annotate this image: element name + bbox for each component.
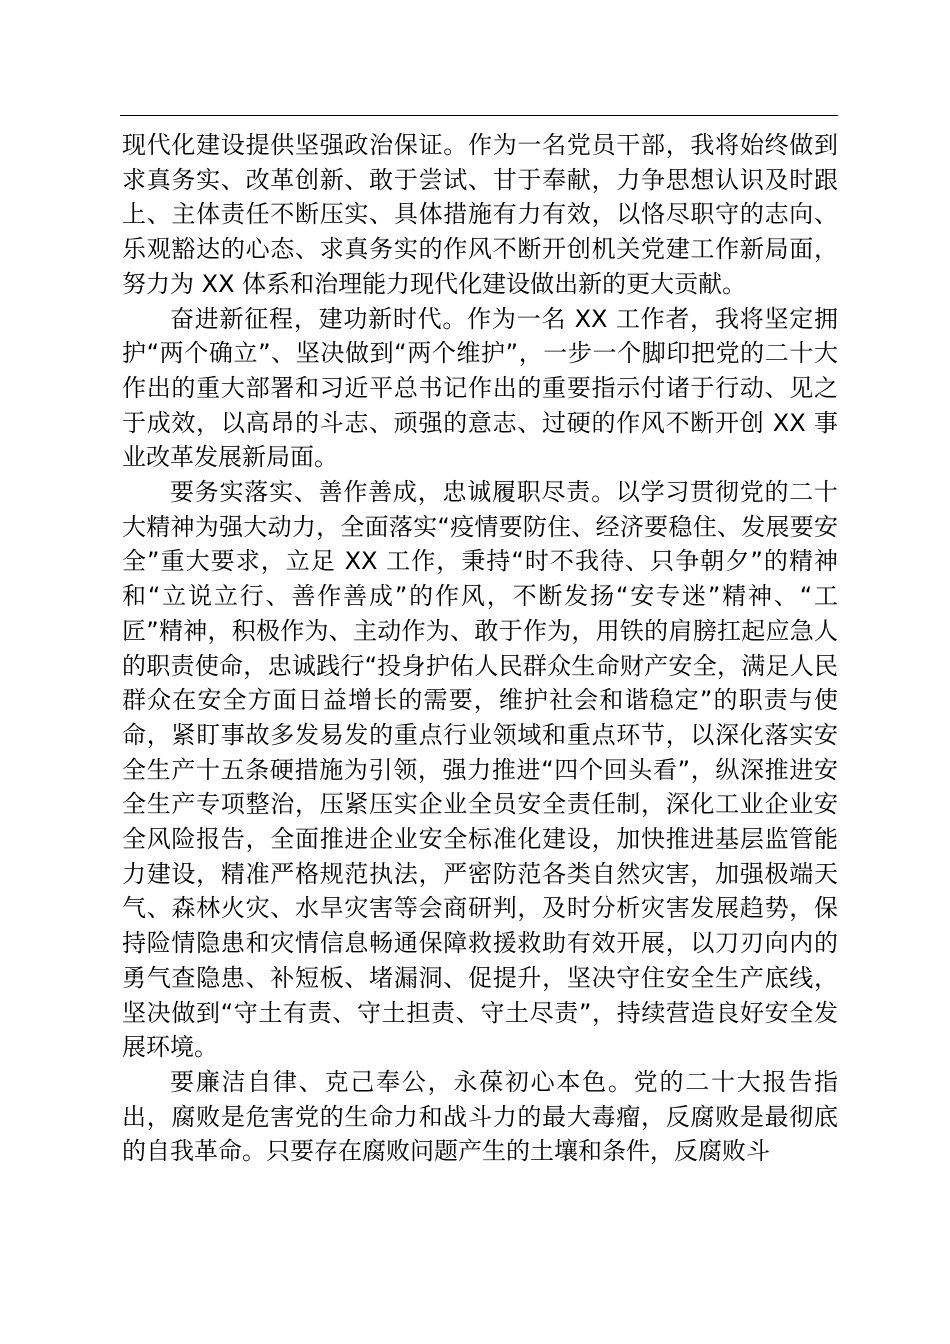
header-rule bbox=[120, 115, 838, 116]
paragraph-new-era: 奋进新征程，建功新时代。作为一名 XX 工作者，我将坚定拥护“两个确立”、坚决做到“两个维护”，一步一个脚印把党的二十大作出的重大部署和习近平总书记作出的重要指示付诸于行动、见之于成效，以高昂的斗志、顽强的意志、过硬的作风不断开创 XX 事业改革发展新局面。 bbox=[122, 304, 838, 472]
paragraph-continued: 现代化建设提供坚强政治保证。作为一名党员干部，我将始终做到求真务实、改革创新、敢于尝试、甘于奉献，力争思想认识及时跟上、主体责任不断压实、具体措施有力有效，以恪尽职守的志向、乐观豁达的心态、求真务实的作风不断开创机关党建工作新局面，努力为 XX 体系和治理能力现代化建设做出新的更大贡献。 bbox=[122, 131, 838, 298]
paragraph-integrity: 要廉洁自律、克己奉公，永葆初心本色。党的二十大报告指出，腐败是危害党的生命力和战斗力的最大毒瘤，反腐败是最彻底的自我革命。只要存在腐败问题产生的土壤和条件，反腐败斗 bbox=[122, 1067, 838, 1166]
paragraph-duty: 要务实落实、善作善成，忠诚履职尽责。以学习贯彻党的二十大精神为强大动力，全面落实“疫情要防住、经济要稳住、发展要安全”重大要求，立足 XX 工作，秉持“时不我待、只争朝夕”的精神和“立说立行、善作善成”的作风，不断发扬“安专迷”精神、“工匠”精神，积极作为、主动作为、敢于作为，用铁的肩膀扛起应急人的职责使命，忠诚践行“投身护佑人民群众生命财产安全，满足人民群众在安全方面日益增长的需要，维护社会和谐稳定”的职责与使命，紧盯事故多发易发的重点行业领域和重点环节，以深化落实安全生产十五条硬措施为引领，强力推进“四个回头看”，纵深推进安全生产专项整治，压紧压实企业全员安全责任制，深化工业企业安全风险报告，全面推进企业安全标准化建设，加快推进基层监管能力建设，精准严格规范执法，严密防范各类自然灾害，加强极端天气、森林火灾、水旱灾害等会商研判，及时分析灾害发展趋势，保持险情隐患和灾情信息畅通保障救援救助有效开展，以刀刃向内的勇气查隐患、补短板、堵漏洞、促提升，坚决守住安全生产底线，坚决做到“守土有责、守土担责、守土尽责”，持续营造良好安全发展环境。 bbox=[122, 478, 838, 1062]
document-body bbox=[122, 128, 838, 1169]
